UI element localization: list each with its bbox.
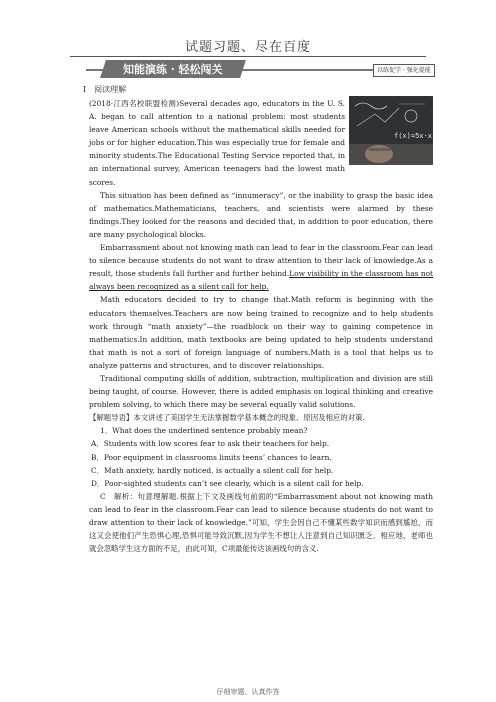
banner-title: 知能演练 · 轻松闯关 (123, 63, 223, 76)
passage-content (89, 97, 433, 555)
page-footer: 仔细审题、认真作答 (216, 688, 280, 696)
option-b: B．Poor equipment in classrooms limits teens’ chances to learn. (91, 452, 332, 462)
guide-paragraph (89, 411, 433, 424)
paragraph-3-text: Embarrassment about not knowing math can lead to fear in the classroom.Fear can lead to silence because students do not want to draw attention to their lack of knowledge.As a result, those students fall further and further behind. (89, 243, 433, 279)
answer-label: 解析： (113, 491, 138, 501)
option-a: A．Students with low scores fear to ask their teachers for help. (91, 439, 330, 449)
passage-paragraph-2: This situation has been defined as “innumeracy”, or the inability to grasp the basic idea of mathematics.Mathematicians, teachers, and scientists were alarmed by these findings.They looked for the reasons and decided that, in addition to poor education, there are many psychological blocks. (89, 190, 433, 239)
underlined-sentence: Low visibility in the classroom has not always been recognized as a silent call for help. (89, 269, 433, 292)
option-d: D．Poor-sighted students can’t see clearly, which is a silent call for help. (91, 478, 364, 488)
page-header: 试题习题、尽在百度 (184, 40, 311, 55)
guide-text: 本文讲述了美国学生无法掌握数学基本概念的现象、原因及相应的对策. (133, 413, 365, 423)
question-stem: 1．What does the underlined sentence probably mean? (100, 426, 308, 436)
passage-paragraph-5: Traditional computing skills of addition, subtraction, multiplication and division are still being taught, of course. However, there is added emphasis on logical thinking and creative problem solving, to which there may be several equally valid solutions. (89, 373, 433, 410)
answer-explanation: 句意理解题.根据上下文及画线句前面的“Embarrassment about not knowing math can lead to fear in the classroom.Fear can lead to silence because students do not want to draw attention to their lack of knowledge.”可知，学生会因自己不懂某些数学知识而感到尴尬，而这又会使他们产生恐惧心理,恐惧可能导致沉默,因为学生不想让人注意到自己知识匮乏，相应地，老师也就会忽略学生这方面的不足，由此可知，C项最能传达该画线句的含义. (89, 491, 433, 554)
guide-label: 【解题导语】 (89, 413, 134, 423)
section-banner (100, 60, 246, 78)
passage-paragraph-4: Math educators decided to try to change that.Math reform is beginning with the educators themselves.Teachers are now being trained to recognize and to help students work through “math anxiety”—the roadblock on their way to gaining competence in mathematics.In addition, math textbooks are being updated to help students understand that math is not a sort of foreign language of numbers.Math is a tool that helps us to analyze patterns and structures, and to discover relationships. (89, 295, 433, 370)
option-c: C．Math anxiety, hardly noticed, is actually a silent call for help. (91, 465, 334, 475)
passage-paragraph-1: (2018·江西名校联盟检测)Several decades ago, educators in the U. S. A. began to call attention to a national problem: most students leave American schools without the mathematical skills needed for jobs or for higher education.This was especially true for female and minority students.The Educational Testing Service reported that, in an international survey, American teenagers had the lowest math scores. (89, 99, 345, 187)
passage-paragraph-3 (89, 241, 433, 293)
formula-text: f(x)=5x·x (394, 132, 432, 140)
answer-paragraph (89, 490, 433, 555)
banner-badge: 以练促学 · 强化提能 (373, 64, 435, 77)
section-label: Ⅰ 阅读理解 (83, 85, 127, 94)
answer-letter: C (100, 491, 106, 501)
header-divider (70, 56, 426, 57)
